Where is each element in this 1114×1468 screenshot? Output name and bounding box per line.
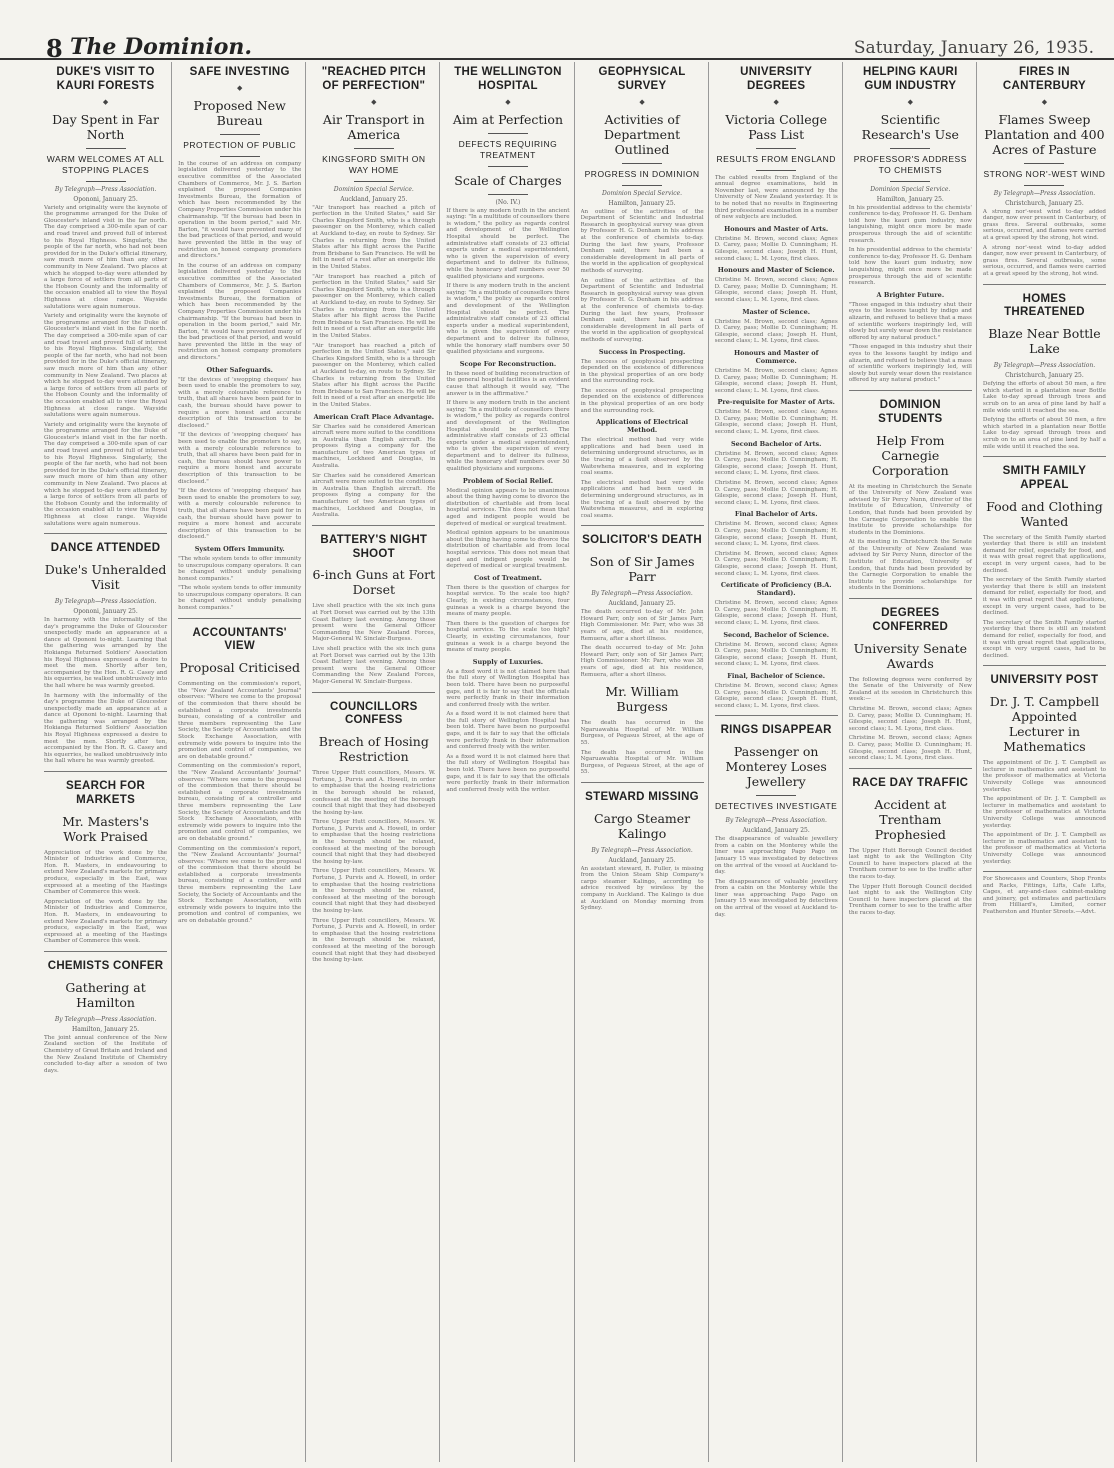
article-body: "Those engaged in this industry shut their eyes to the lessons taught by indigo and alizarin, and refused to believe that a mass of scientific workers inspiringly led, will slowly but surely wear down the resistance offered by any natural product." xyxy=(848,344,972,384)
dateline: Auckland, January 25. xyxy=(608,600,676,608)
subheadline-caps: DETECTIVES INVESTIGATE xyxy=(715,801,838,812)
article-body: In the course of an address on company legislation delivered yesterday to the executive committee of the Associated Chambers of Commerce, Mr. J. S. Barton explained the proposed Companies Investments Bureau, the formation of which has been recommended by the Company Properties Commission under his chairmanship. "If the bureau had been in operation in the boom period," said Mr. Barton, "it would have prevented many of the bad practices of that period, and would have prevented the little in the way of restriction on honest company promoters and directors." xyxy=(178,262,302,362)
section-heading: System Offers Immunity. xyxy=(194,544,285,553)
article-body: A strong nor'-west wind to-day added danger, now ever present in Canterbury, of grass fires. Several outbreaks, some serious, occurred, and flames were carried at a great speed by the strong, hot wind. xyxy=(982,208,1106,242)
divider xyxy=(756,148,796,149)
series-number: (No. IV.) xyxy=(495,198,521,206)
article-body: "Air transport has reached a pitch of perfection in the United States," said Sir Charles Kingsford Smith, who is a through passenger on the Monterey, which called at Auckland to-day, en route to Sydney. Sir Charles is returning from the United States after his flight across the Pacific from Brisbane to San Francisco. He will be felt in need of a rest after an energetic life in the United States. xyxy=(312,273,436,339)
article-body: The joint annual conference of the New Zealand section of the Institute of Chemistry of Great Britain and Ireland and the New Zealand Institute of Chemistry concluded to-day after a session of two days. xyxy=(44,1034,168,1074)
section-heading: Honours and Master of Arts. xyxy=(724,224,829,233)
article-body: The secretary of the Smith Family started yesterday that there is still an insistent demand for relief, especially for food, and it was with great regret that applications, except in very urgent cases, had to be declined. xyxy=(982,534,1106,574)
article-body: Christine M. Brown, second class; Agnes D. Carey, pass; Mollie D. Cunningham; H. Gilespie, second class; Joseph H. Hunt, second class; L. M. Lyons, first class. xyxy=(714,480,838,506)
dateline: Christchurch, January 25. xyxy=(1005,372,1084,380)
dateline: Opononi, January 25. xyxy=(73,607,138,615)
subheadline-caps: RESULTS FROM ENGLAND xyxy=(716,153,836,164)
section-heading: Final Bachelor of Arts. xyxy=(734,510,818,519)
subheadline: Duke's Unheralded Visit xyxy=(44,561,167,592)
divider: ◆ xyxy=(236,83,243,92)
headline: "REACHED PITCH OF PERFECTION" xyxy=(321,66,426,92)
article-degrees xyxy=(849,598,972,762)
headline: SAFE INVESTING xyxy=(189,66,290,78)
subheadline: Help From Carnegie Corporation xyxy=(872,432,949,478)
divider xyxy=(622,163,662,164)
divider xyxy=(220,134,260,135)
article-body: The appointment of Dr. J. T. Campbell as lecturer in mathematics and assistant to the professor of mathematics at Victoria University College was announced yesterday. xyxy=(982,796,1106,829)
article-body: An outline of the activities of the Department of Scientific and Industrial Research in geophysical survey was given by Professor H. G. Denham in his address at the conference of chemists to-day. During the last few years, Professor Denham said, there had been a considerable development in all parts of the world in the application of geophysical methods of surveying. xyxy=(580,208,704,274)
divider xyxy=(890,181,930,182)
article-body: Then there is the question of charges for hospital service. To the scale too high? Clearly, in existing circumstances, four guineas a week is a charge beyond the means of many people. xyxy=(446,620,570,654)
divider: ◆ xyxy=(505,97,511,106)
article-body: Commenting on the commission's report, the "New Zealand Accountants' Journal" observes: "Where we come to the proposal of the commission that there should be established a corporate investments bureau, consisting of a controller and three members representing the Law Society, the Society of Accountants and the Stock Exchange Association, with extremely wide powers to inquire into the promotion and control of companies, we are on debatable ground." xyxy=(178,681,302,760)
headline: SOLICITOR'S DEATH xyxy=(582,534,702,547)
article-body: Commenting on the commission's report, the "New Zealand Accountants' Journal" observes: "Where we come to the proposal of the commission that there should be established a corporate investments bureau, consisting of a controller and three members representing the Law Society, the Society of Accountants and the Stock Exchange Association, with extremely wide powers to inquire into the promotion and control of companies, we are on debatable ground." xyxy=(178,763,302,842)
dateline: Hamilton, January 25. xyxy=(876,195,944,203)
section-heading: Final, Bachelor of Science. xyxy=(727,671,826,680)
divider: ◆ xyxy=(639,97,645,106)
byline: By Telegraph—Press Association. xyxy=(993,189,1096,197)
article-body: The success of geophysical prospecting depended on the existence of differences in the physical properties of an ore body and the surrounding rock. xyxy=(580,358,704,385)
subheadline: Activities of Department Outlined xyxy=(603,111,681,157)
subheadline-caps: KINGSFORD SMITH ON WAY HOME xyxy=(322,153,426,175)
byline: Dominion Special Service. xyxy=(602,189,683,197)
article-body: Christine M. Brown, second class; Agnes D. Carey, pass; Mollie D. Cunningham; H. Gilespie, second class; Joseph H. Hunt, second class; L. M. Lyons, first class. xyxy=(714,367,838,394)
dateline: Opononi, January 25. xyxy=(73,195,138,203)
subheadline: Victoria College Pass List xyxy=(725,111,827,142)
subheadline: Proposed New Bureau xyxy=(193,97,286,128)
article-body: "Air transport has reached a pitch of perfection in the United States," said Sir Charles Kingsford Smith, who is a through passenger on the Monterey, which called at Auckland to-day, en route to Sydney. Sir Charles is returning from the United States after his flight across the Pacific from Brisbane to San Francisco. He will be felt in need of a rest after an energetic life in the United States. xyxy=(312,204,436,271)
headline: STEWARD MISSING xyxy=(585,790,699,803)
headline: UNIVERSITY POST xyxy=(990,674,1099,687)
article-body: Three Upper Hutt councillors, Messrs. W. Fortune, J. Purvis and A. Howell, in order to emphasise that the hosing restrictions in the borough should be relaxed, confessed at the meeting of the borough council that night that they had disobeyed the hosing by-law. xyxy=(312,868,436,914)
article-body: Christine M. Brown, second class; Agnes D. Carey, pass; Mollie D. Cunningham; H. Gilespie, second class; Joseph H. Hunt, second class; L. M. Lyons, first class. xyxy=(714,235,838,262)
subheadline: Day Spent in Far North xyxy=(52,111,159,142)
subheadline: Blaze Near Bottle Lake xyxy=(988,326,1101,357)
article-body: At its meeting in Christchurch the Senate of the University of New Zealand was advised by Sir Percy Nunn, director of the Institute of Education, University of London, that funds had been provided by the Carnegie Corporation to enable the Institute to provide scholarships for students in the Dominions. xyxy=(848,539,972,592)
article-body: "If the devices of 'swopping cheques' has been used to enable the promoters to say, with a merely colourable reference to truth, that all shares have been paid for in cash, the bureau should have power to require a more honest and accurate description of this transaction to be disclosed." xyxy=(178,488,302,541)
subheadline: Cargo Steamer Kalingo xyxy=(593,810,691,841)
article-body: Christine M. Brown, second class; Agnes D. Carey, pass; Mollie D. Cunningham; H. Gilespie, second class; Joseph H. Hunt, second class; L. M. Lyons, first class. xyxy=(714,600,838,626)
subheadline: Food and Clothing Wanted xyxy=(986,498,1103,529)
article-body: Variety and originality were the keynote of the programme arranged for the Duke of Gloucester's inland visit in the far north. The day comprised a 300-mile span of car and road travel and proved full of interest to his Royal Highness. Singularly, the people of the far north, who had not been provided for in the Duke's official itinerary, saw much more of him than any other community in New Zealand. Two places at which he stopped to-day were attended by a large force of settlers from all parts of the Hobson County and the informality of the occasion enabled all to view the Royal Highness at close range. Wayside salutations were again numerous. xyxy=(44,204,168,310)
byline: By Telegraph—Press Association. xyxy=(591,590,693,598)
subheadline: Mr. William Burgess xyxy=(605,684,679,715)
article-body: If there is any modern truth in the ancient saying: "In a multitude of counsellors there is wisdom," the policy as regards control and development of the Wellington Hospital should be perfect. The administrative staff consists of 23 official experts under a medical superintendent, who is given the supervision of every department and to deliver its fullness, while the honorary staff numbers over 50 qualified physicians and surgeons. xyxy=(446,400,570,473)
subheadline: Aim at Perfection xyxy=(452,111,564,127)
byline: By Telegraph—Press Association. xyxy=(54,1015,157,1023)
article-body: The death occurred to-day of Mr. John Howard Parr, only son of Sir James Parr, High Commissioner. Mr. Parr, who was 38 years of age, died at his residence, Remuera, after a short illness. xyxy=(580,609,704,642)
article-body: "The whole system tends to offer immunity to unscrupulous company operators. It can be changed without unduly penalising honest companies." xyxy=(178,555,302,582)
divider: ◆ xyxy=(1041,97,1048,106)
divider xyxy=(220,156,260,157)
masthead xyxy=(0,0,1114,63)
article-body: An outline of the activities of the Department of Scientific and Industrial Research in geophysical survey was given by Professor H. G. Denham in his address at the conference of chemists to-day. During the last few years, Professor Denham said, there had been a considerable development in all parts of the world in the application of geophysical methods of surveying. xyxy=(580,277,704,343)
section-heading: Problem of Social Relief. xyxy=(462,476,554,485)
subheadline-caps: PROTECTION OF PUBLIC xyxy=(183,139,297,150)
article-body: The cabled results from England of the annual degree examinations, held in November last, were announced by the University of New Zealand yesterday. It is to be noted that no results in Engineering third professional examination in a number of new subjects are included. xyxy=(714,174,838,221)
article-chemists xyxy=(44,951,167,1074)
article-rings xyxy=(715,715,838,918)
article-body: Christine M. Brown, second class; Agnes D. Carey, pass; Mollie D. Cunningham; H. Gilespie, second class; Joseph H. Hunt, second class; L. M. Lyons, first class. xyxy=(848,706,972,732)
article-body: In these need of building reconstruction of the general hospital facilities is an evident cause that although it would say, "The answer is in the affirmative." xyxy=(446,370,570,397)
section-heading: Other Safeguards. xyxy=(206,365,273,374)
headline: GEOPHYSICAL SURVEY xyxy=(598,66,686,92)
headline: BATTERY'S NIGHT SHOOT xyxy=(320,533,428,560)
article-students xyxy=(849,390,972,592)
divider: ◆ xyxy=(773,97,779,106)
page-number: 8 xyxy=(46,34,63,63)
article-body: An assistant steward, R. Fuller, is missing from the Union Steam Ship Company's cargo steamer Kalingo, according to advice received by wireless by the company in Auckland. The Kalingo is due at Auckland on Monday morning from Sydney. xyxy=(580,865,704,912)
article-body: As a fixed word it is not claimed here that the full story of Wellington Hospital has been told. There have been no purposeful gaps, and it is fair to say that the officials were perfectly frank in their information and conferred freely with the writer. xyxy=(446,711,570,751)
paper-name: The Dominion. xyxy=(70,34,253,60)
dateline: Auckland, January 25. xyxy=(742,827,810,835)
byline: By Telegraph—Press Association. xyxy=(54,597,157,605)
subheadline: Proposal Criticised xyxy=(179,660,301,676)
divider xyxy=(488,133,528,134)
article-body: "The whole system tends to offer immunity to unscrupulous company operators. It can be changed without unduly penalising honest companies." xyxy=(178,585,302,612)
column-2 xyxy=(178,62,306,1462)
article-body: The death has occurred in the Ngaruawahia Hospital of Mr. William Burgess, of Pegasus Street, at the age of 55. xyxy=(580,749,704,776)
section-heading: Honours and Master of Science. xyxy=(717,266,835,275)
subheadline: Scientific Research's Use xyxy=(861,111,959,142)
subheadline: Gathering at Hamilton xyxy=(65,979,146,1010)
dateline: Auckland, January 25. xyxy=(608,856,676,864)
article-race-traffic xyxy=(849,768,972,917)
section-heading: Scope For Reconstruction. xyxy=(459,359,557,368)
headline: SMITH FAMILY APPEAL xyxy=(1002,465,1087,491)
divider: ◆ xyxy=(371,97,377,106)
column-5 xyxy=(581,62,709,1462)
article-body: Commenting on the commission's report, the "New Zealand Accountants' Journal" observes: "Where we come to the proposal of the commission that there should be established a corporate investments bureau, consisting of a controller and three members representing the Law Society, the Society of Accountants and the Stock Exchange Association, with extremely wide powers to inquire into the promotion and control of companies, we are on debatable ground." xyxy=(178,845,302,925)
subheadline: Mr. Masters's Work Praised xyxy=(62,813,149,844)
article-accountants xyxy=(178,618,301,925)
byline: By Telegraph—Press Association. xyxy=(993,362,1096,370)
article-body: Christine M. Brown, second class; Agnes D. Carey, pass; Mollie D. Cunningham; H. Gilespie, second class; Joseph H. Hunt, second class; L. M. Lyons, first class. xyxy=(714,550,838,577)
subheadline: 6-inch Guns at Fort Dorset xyxy=(312,567,436,598)
article-body: Christine M. Brown, second class; Agnes D. Carey, pass; Mollie D. Cunningham; H. Gilespie, second class; Joseph H. Hunt, second class; L. M. Lyons, first class. xyxy=(714,450,838,477)
article-body: In harmony with the informality of the day's programme the Duke of Gloucester unexpectedly made an appearance at a dance at Opononi to-night. Learning that the gathering was arranged by the Hokianga Returned Soldiers' Association his Royal Highness expressed a desire to meet the men. Shortly after ten, accompanied by the Hon. R. G. Casey and his equerries, he walked unobtrusively into the hall where he was warmly greeted. xyxy=(44,616,168,689)
headline: CHEMISTS CONFER xyxy=(47,959,164,972)
subheadline: Scale of Charges xyxy=(454,172,562,188)
dateline: Hamilton, January 25. xyxy=(608,199,676,207)
article-body: The secretary of the Smith Family started yesterday that there is still an insistent demand for relief, especially for food, and it was with great regret that applications, except in very urgent cases, had to be declined. xyxy=(982,577,1106,617)
divider xyxy=(488,166,528,167)
divider xyxy=(890,148,930,149)
article-body: Sir Charles said he considered American aircraft were more suited to the conditions in Australia than English aircraft. He proposes flying a company for the manufacture of two American types of machines, Lockheed and Douglas, in Australia. xyxy=(312,423,436,470)
article-body: At its meeting in Christchurch the Senate of the University of New Zealand was advised by Sir Percy Nunn, director of the Institute of Education, University of London, that funds had been provided by the Carnegie Corporation to enable the Institute to provide scholarships for students in the Dominions. xyxy=(848,483,972,536)
column-7 xyxy=(849,62,977,1462)
subheadline: Dr. J. T. Campbell Appointed Lecturer in Mathematics xyxy=(989,694,1100,755)
headline: DEGREES CONFERRED xyxy=(872,607,949,633)
article-body: A strong nor'-west wind to-day added danger, now ever present in Canterbury, of grass fires. Several outbreaks, some serious, occurred, and flames were carried at a great speed by the strong, hot wind. xyxy=(982,244,1106,277)
subheadline-caps: WARM WELCOMES AT ALL STOPPING PLACES xyxy=(46,153,165,175)
article-body: Christine M. Brown, second class; Agnes D. Carey, pass; Mollie D. Cunningham; H. Gilespie, second class; Joseph H. Hunt, second class; L. M. Lyons, first class. xyxy=(714,682,838,709)
article-body: The disappearance of valuable jewellery from a cabin on the Monterey while the liner was approaching Pago Pago on January 15 was investigated by detectives on the arrival of the vessel at Auckland to-day. xyxy=(714,836,838,876)
divider xyxy=(488,194,528,195)
subheadline: Passenger on Monterey Loses Jewellery xyxy=(725,744,827,790)
article-body: Sir Charles said he considered American aircraft were more suited to the conditions in Australia than English aircraft. He proposes flying a company for the manufacture of two American types of machines, Lockheed and Douglas, in Australia. xyxy=(312,472,436,519)
article-body: The Upper Hutt Borough Council decided last night to ask the Wellington City Council to have inspectors placed at the Trentham corner to see to the traffic after the races to-day. xyxy=(848,883,972,916)
article-body: Live shell practice with the six inch guns at Fort Dorset was carried out by the 13th Coast Battery last evening. Among those present were the General Officer Commanding the New Zealand Forces, Major-General W. Sinclair-Burgess. xyxy=(312,603,436,643)
article-body: Defying the efforts of about 50 men, a fire which started in a plantation near Bottle Lake to-day spread through trees and scrub on to an area of pine land by half a mile wide until it reached the sea. xyxy=(982,381,1106,414)
headline: ACCOUNTANTS' VIEW xyxy=(192,626,287,653)
divider xyxy=(756,170,796,171)
article-body: The appointment of Dr. J. T. Campbell as lecturer in mathematics and assistant to the professor of mathematics at Victoria University College was announced yesterday. xyxy=(982,760,1106,793)
subheadline: Accident at Trentham Prophesied xyxy=(874,796,947,842)
headline: HELPING KAURI GUM INDUSTRY xyxy=(862,66,958,92)
article-body: The electrical method had very wide applications and had been used in determining underground structures, as in the tracing of a fault observed by the Waitewhena measures, and in exploring coal seams. xyxy=(580,437,704,477)
section-heading: American Craft Place Advantage. xyxy=(313,412,434,421)
byline: By Telegraph—Press Association. xyxy=(591,846,693,854)
article-body: Christine M. Brown, second class; Agnes D. Carey, pass; Mollie D. Cunningham; H. Gilespie, second class; Joseph H. Hunt, second class; L. M. Lyons, first class. xyxy=(714,318,838,345)
article-body: "Air transport has reached a pitch of perfection in the United States," said Sir Charles Kingsford Smith, who is a through passenger on the Monterey, which called at Auckland to-day, en route to Sydney. Sir Charles is returning from the United States after his flight across the Pacific from Brisbane to San Francisco. He will be felt in need of a rest after an energetic life in the United States. xyxy=(312,342,436,408)
article-body: Christine M. Brown, second class; Agnes D. Carey, pass; Mollie D. Cunningham; H. Gilespie, second class; Joseph H. Hunt, second class; L. M. Lyons, first class. xyxy=(848,735,972,762)
dateline: Christchurch, January 25. xyxy=(1005,199,1084,207)
article-body: Medical opinion appears to be unanimous about the thing having come to divorce the distribution of charitable aid from local hospital services. This does not mean that aged and indigent people would be deprived of medical or surgical treatment. xyxy=(446,487,570,527)
section-heading: Master of Science. xyxy=(742,307,810,316)
headline: DUKE'S VISIT TO KAURI FORESTS xyxy=(56,66,155,92)
advertisement xyxy=(983,871,1106,916)
article-body: The success of geophysical prospecting depended on the existence of differences in the physical properties of an ore body and the surrounding rock. xyxy=(580,387,704,414)
article-body: The electrical method had very wide applications and had been used in determining underground structures, as in the tracing of a fault observed by the Waitewhena measures, and in exploring coal seams. xyxy=(580,479,704,519)
subheadline-caps: PROGRESS IN DOMINION xyxy=(584,168,700,179)
headline: HOMES THREATENED xyxy=(1004,292,1085,319)
section-heading: Supply of Luxuries. xyxy=(472,657,544,666)
column-8 xyxy=(983,62,1110,1462)
article-body: "Those engaged in this industry shut their eyes to the lessons taught by indigo and alizarin, and refused to believe that a mass of scientific workers inspiringly led, will slowly but surely wear down the resistance offered by any natural product." xyxy=(848,301,972,341)
subheadline-caps: STRONG NOR'-WEST WIND xyxy=(983,168,1106,179)
subheadline: Flames Sweep Plantation and 400 Acres of Pasture xyxy=(984,111,1105,157)
article-body: Defying the efforts of about 50 men, a fire which started in a plantation near Bottle Lake to-day spread through trees and scrub on to an area of pine land by half a mile wide until it reached the sea. xyxy=(982,417,1106,450)
divider: ◆ xyxy=(907,97,913,106)
divider: ◆ xyxy=(102,97,109,106)
divider xyxy=(1024,185,1064,186)
article-body: Three Upper Hutt councillors, Messrs. W. Fortune, J. Purvis and A. Howell, in order to emphasise that the hosing restrictions in the borough should be relaxed, confessed at the meeting of the borough council that night that they had disobeyed the hosing by-law. xyxy=(312,917,436,964)
section-heading: Success in Prospecting. xyxy=(598,347,686,356)
headline: DANCE ATTENDED xyxy=(50,542,161,555)
article-body: Christine M. Brown, second class; Agnes D. Carey, pass; Mollie D. Cunningham; H. Gilespie, second class; Joseph H. Hunt, second class; L. M. Lyons, first class. xyxy=(714,641,838,668)
article-body: The death has occurred in the Ngaruawahia Hospital of Mr. William Burgess, of Pegasus Street, at the age of 55. xyxy=(580,720,704,746)
article-body: In his presidential address to the chemists' conference to-day, Professor H. G. Denham told how the kauri gum industry, now languishing, might once more be made prosperous through the aid of scientific research. xyxy=(848,247,972,287)
article-body: Variety and originality were the keynote of the programme arranged for the Duke of Gloucester's inland visit in the far north. The day comprised a 300-mile span of car and road travel and proved full of interest to his Royal Highness. Singularly, the people of the far north, who had not been provided for in the Duke's official itinerary, saw much more of him than any other community in New Zealand. Two places at which he stopped to-day were attended by a large force of settlers from all parts of the Hobson County and the informality of the occasion enabled all to view the Royal Highness at close range. Wayside salutations were again numerous. xyxy=(44,313,168,419)
section-heading: Second Bachelor of Arts. xyxy=(730,439,822,448)
article-body: The death occurred to-day of Mr. John Howard Parr, only son of Sir James Parr, High Commissioner. Mr. Parr, who was 38 years of age, died at his residence, Remuera, after a short illness. xyxy=(580,645,704,678)
article-body: The secretary of the Smith Family started yesterday that there is still an insistent demand for relief, especially for food, and it was with great regret that applications, except in very urgent cases, had to be declined. xyxy=(982,619,1106,659)
dateline: Hamilton, January 25. xyxy=(72,1025,140,1033)
article-markets xyxy=(44,771,167,945)
article-body: If there is any modern truth in the ancient saying: "In a multitude of counsellors there is wisdom," the policy as regards control and development of the Wellington Hospital should be perfect. The administrative staff consists of 23 official experts under a medical superintendent, who is given the supervision of every department and to deliver its fullness, while the honorary staff numbers over 50 qualified physicians and surgeons. xyxy=(446,283,570,356)
article-body: In his presidential address to the chemists' conference to-day, Professor H. G. Denham told how the kauri gum industry, now languishing, might once more be made prosperous through the aid of scientific research. xyxy=(848,204,972,244)
subheadline-caps: DEFECTS REQUIRING TREATMENT xyxy=(458,138,558,160)
byline: By Telegraph—Press Association. xyxy=(54,185,157,193)
headline: UNIVERSITY DEGREES xyxy=(740,66,813,92)
article-body: In the course of an address on company legislation delivered yesterday to the executive committee of the Associated Chambers of Commerce, Mr. J. S. Barton explained the proposed Companies Investments Bureau, the formation of which has been recommended by the Company Properties Commission under his chairmanship. "If the bureau had been in operation in the boom period," said Mr. Barton, "it would have prevented many of the bad practices of that period, and would have prevented the little in the way of restriction on honest company promoters and directors." xyxy=(178,160,302,260)
divider xyxy=(756,795,796,796)
article-body: Christine M. Brown, second class; Agnes D. Carey, pass; Mollie D. Cunningham; H. Gilespie, second class; Joseph H. Hunt, second class; L. M. Lyons, first class. xyxy=(714,521,838,548)
headline: RACE DAY TRAFFIC xyxy=(852,776,969,789)
section-heading: Cost of Treatment. xyxy=(473,573,542,582)
divider xyxy=(622,185,662,186)
article-solicitor xyxy=(581,525,704,775)
section-heading: Pre-requisite for Master of Arts. xyxy=(717,398,835,407)
byline: Dominion Special Service. xyxy=(870,185,951,193)
subheadline: Son of Sir James Parr xyxy=(589,554,695,585)
headline: FIRES IN CANTERBURY xyxy=(1002,66,1086,92)
article-steward xyxy=(581,782,704,912)
article-body: Christine M. Brown, second class; Agnes D. Carey, pass; Mollie D. Cunningham; H. Gilespie, second class; Joseph H. Hunt, second class; L. M. Lyons, first class. xyxy=(714,409,838,436)
article-body: In harmony with the informality of the day's programme the Duke of Gloucester unexpectedly made an appearance at a dance at Opononi to-night. Learning that the gathering was arranged by the Hokianga Returned Soldiers' Association his Royal Highness expressed a desire to meet the men. Shortly after ten, accompanied by the Hon. R. G. Casey and his equerries, he walked unobtrusively into the hall where he was warmly greeted. xyxy=(44,692,168,765)
article-body: Three Upper Hutt councillors, Messrs. W. Fortune, J. Purvis and A. Howell, in order to emphasise that the hosing restrictions in the borough should be relaxed, confessed at the meeting of the borough council that night that they had disobeyed the hosing by-law. xyxy=(312,819,436,865)
article-councillors xyxy=(312,692,435,964)
section-heading: Honours and Master of Commerce. xyxy=(733,348,819,365)
section-heading: A Brighter Future. xyxy=(876,290,945,299)
article-body: Appreciation of the work done by the Minister of Industries and Commerce, Hon. R. Masters, in endeavouring to extend New Zealand's markets for primary produce, especially in the East, was expressed at a meeting of the Hastings Chamber of Commerce this week. xyxy=(44,849,168,896)
headline: COUNCILLORS CONFESS xyxy=(329,700,418,727)
divider xyxy=(354,181,394,182)
headline: DOMINION STUDENTS xyxy=(878,398,943,425)
article-body: The appointment of Dr. J. T. Campbell as lecturer in mathematics and assistant to the professor of mathematics at Victoria University College was announced yesterday. xyxy=(982,832,1106,865)
divider xyxy=(1024,163,1064,164)
article-body: Then there is the question of charges for hospital service. To the scale too high? Clearly, in existing circumstances, four guineas a week is a charge beyond the means of many people. xyxy=(446,584,570,618)
divider xyxy=(354,148,394,149)
article-body: Variety and originality were the keynote of the programme arranged for the Duke of Gloucester's inland visit in the far north. The day comprised a 300-mile span of car and road travel and proved full of interest to his Royal Highness. Singularly, the people of the far north, who had not been provided for in the Duke's official itinerary, saw much more of him than any other community in New Zealand. Two places at which he stopped to-day were attended by a large force of settlers from all parts of the Hobson County and the informality of the occasion enabled all to view the Royal Highness at close range. Wayside salutations were again numerous. xyxy=(44,421,168,527)
article-university-post xyxy=(983,665,1106,865)
article-body: The disappearance of valuable jewellery from a cabin on the Monterey while the liner was approaching Pago Pago on January 15 was investigated by detectives on the arrival of the vessel at Auckland to-day. xyxy=(714,878,838,918)
dateline: Auckland, January 25. xyxy=(340,195,408,203)
columns xyxy=(44,62,1110,1462)
column-3 xyxy=(312,62,440,1462)
article-body: As a fixed word it is not claimed here that the full story of Wellington Hospital has been told. There have been no purposeful gaps, and it is fair to say that the officials were perfectly frank in their information and conferred freely with the writer. xyxy=(446,753,570,793)
subheadline: Breach of Hosing Restriction xyxy=(318,734,429,765)
headline: SEARCH FOR MARKETS xyxy=(66,780,146,806)
section-heading: Certificate of Proficiency (B.A. Standard). xyxy=(720,581,832,598)
article-body: As a fixed word it is not claimed here that the full story of Wellington Hospital has been told. There have been no purposeful gaps, and it is fair to say that the officials were perfectly frank in their information and conferred freely with the writer. xyxy=(446,668,570,708)
advertisement-text: For Showcases and Counters, Shop Fronts and Racks, Fittings, Lifts, Cafe Lifts, Cages, et any-and-class cabinet-making and joinery, get estimates and particulars from Hilliard's, Limited, corner Featherston and Hunter Streets.—Advt. xyxy=(982,876,1106,916)
article-body: Live shell practice with the six inch guns at Fort Dorset was carried out by the 13th Coast Battery last evening. Among those present were the General Officer Commanding the New Zealand Forces, Major-General W. Sinclair-Burgess. xyxy=(312,645,436,685)
article-body: The Upper Hutt Borough Council decided last night to ask the Wellington City Council to have inspectors placed at the Trentham corner to see to the traffic after the races to-day. xyxy=(848,847,972,880)
headline: THE WELLINGTON HOSPITAL xyxy=(454,66,562,92)
article-body: Medical opinion appears to be unanimous about the thing having come to divorce the distribution of charitable aid from local hospital services. This does not mean that aged and indigent people would be deprived of medical or surgical treatment. xyxy=(446,530,570,570)
article-dance xyxy=(44,533,167,765)
article-body: "If the devices of 'swopping cheques' has been used to enable the promoters to say, with a merely colourable reference to truth, that all shares have been paid for in cash, the bureau should have power to require a more honest and accurate description of this transaction to be disclosed." xyxy=(178,376,302,429)
column-6 xyxy=(715,62,843,1462)
divider xyxy=(86,148,126,149)
article-smith-family xyxy=(983,456,1106,659)
article-homes xyxy=(983,284,1106,451)
article-body: Three Upper Hutt councillors, Messrs. W. Fortune, J. Purvis and A. Howell, in order to emphasise that the hosing restrictions in the borough should be relaxed, confessed at the meeting of the borough council that night that they had disobeyed the hosing by-law. xyxy=(312,770,436,816)
article-body: If there is any modern truth in the ancient saying: "In a multitude of counsellors there is wisdom," the policy as regards control and development of the Wellington Hospital should be perfect. The administrative staff consists of 23 official experts under a medical superintendent, who is given the supervision of every department and to deliver its fullness, while the honorary staff numbers over 50 qualified physicians and surgeons. xyxy=(446,207,570,280)
byline: Dominion Special Service. xyxy=(333,185,414,193)
article-body: Christine M. Brown, second class; Agnes D. Carey, pass; Mollie D. Cunningham; H. Gilespie, second class; Joseph H. Hunt, second class; L. M. Lyons, first class. xyxy=(714,277,838,303)
column-4 xyxy=(446,62,574,1462)
subheadline-caps: PROFESSOR'S ADDRESS TO CHEMISTS xyxy=(853,153,967,175)
headline: RINGS DISAPPEAR xyxy=(720,724,832,737)
article-body: Appreciation of the work done by the Minister of Industries and Commerce, Hon. R. Masters, in endeavouring to extend New Zealand's markets for primary produce, especially in the East, was expressed at a meeting of the Hastings Chamber of Commerce this week. xyxy=(44,898,168,945)
article-battery xyxy=(312,525,435,686)
article-body: The following degrees were conferred by the Senate of the University of New Zealand at its session in Christchurch this week:— xyxy=(848,676,972,703)
section-heading: Second, Bachelor of Science. xyxy=(723,630,830,639)
subheadline: Air Transport in America xyxy=(322,111,425,142)
article-body: "If the devices of 'swopping cheques' has been used to enable the promoters to say, with a merely colourable reference to truth, that all shares have been paid for in cash, the bureau should have power to require a more honest and accurate description of this transaction to be disclosed." xyxy=(178,432,302,485)
divider xyxy=(86,181,126,182)
byline: By Telegraph—Press Association. xyxy=(725,817,827,825)
issue-date: Saturday, January 26, 1935. xyxy=(853,38,1094,58)
column-1 xyxy=(44,62,172,1462)
subheadline: University Senate Awards xyxy=(853,640,967,671)
section-heading: Applications of Electrical Method. xyxy=(595,418,689,435)
